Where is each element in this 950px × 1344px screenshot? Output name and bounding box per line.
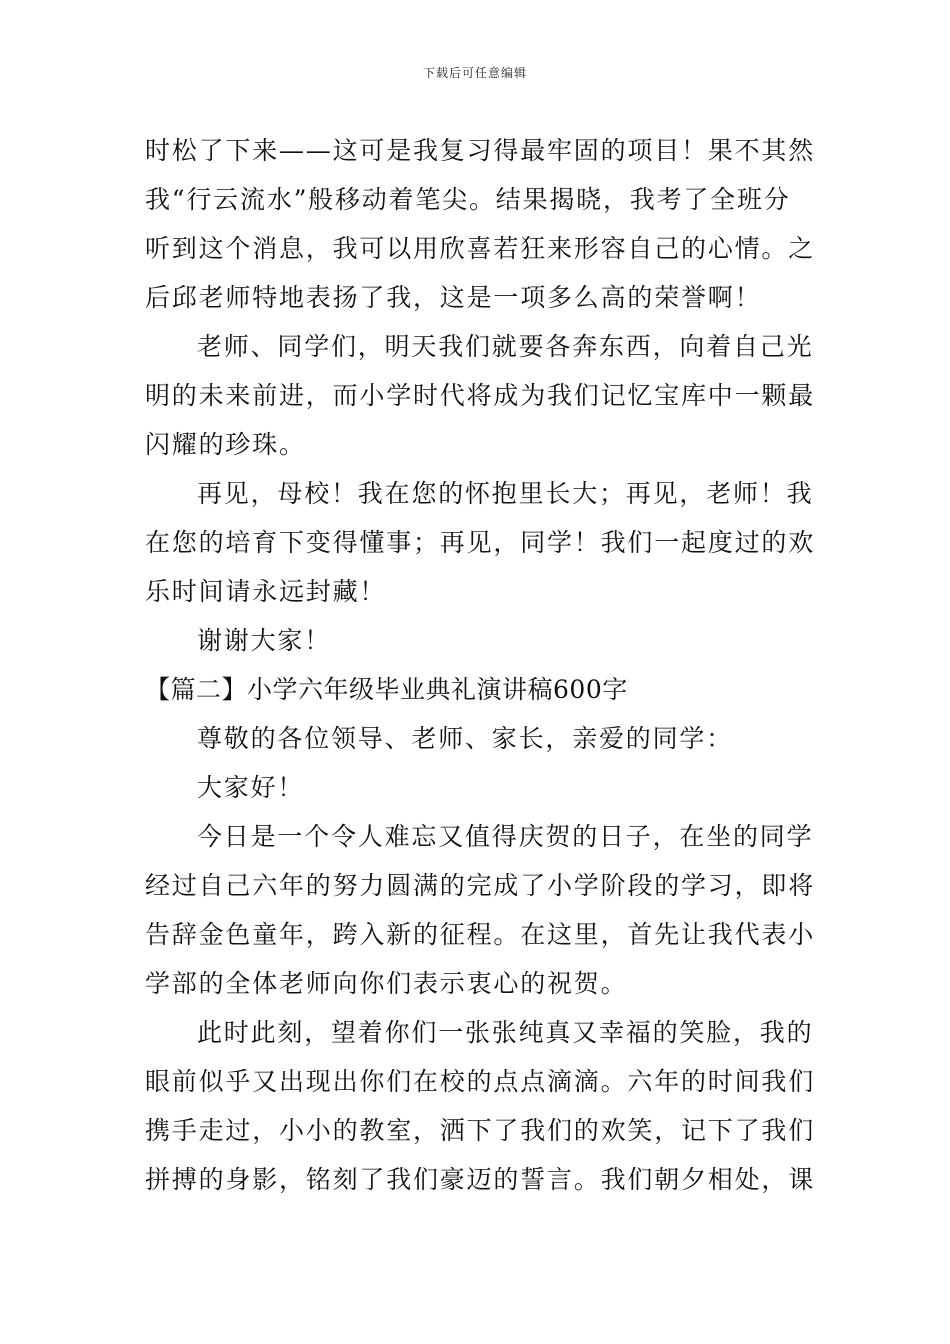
text-line: 大家好！ bbox=[197, 773, 305, 802]
text-line: 经过自己六年的努力圆满的完成了小学阶段的学习，即将 bbox=[145, 871, 816, 900]
text-line: 学部的全体老师向你们表示衷心的祝贺。 bbox=[145, 969, 628, 998]
text-line: 此时此刻，望着你们一张张纯真又幸福的笑脸，我的 bbox=[197, 1018, 814, 1047]
text-line: 今日是一个令人难忘又值得庆贺的日子，在坐的同学 bbox=[197, 822, 814, 851]
text-line: 谢谢大家！ bbox=[197, 626, 332, 655]
text-line: 再见，母校！我在您的怀抱里长大；再见，老师！我 bbox=[197, 479, 814, 508]
text-line: 我“行云流水”般移动着笔尖。结果揭晓，我考了全班分 bbox=[145, 185, 791, 214]
text-line: 老师、同学们，明天我们就要各奔东西，向着自己光 bbox=[197, 332, 814, 361]
text-line: 拼搏的身影，铭刻了我们豪迈的誓言。我们朝夕相处，课 bbox=[145, 1165, 816, 1194]
text-line: 尊敬的各位领导、老师、家长，亲爱的同学： bbox=[197, 724, 734, 753]
text-line: 明的未来前进，而小学时代将成为我们记忆宝库中一颗最 bbox=[145, 381, 816, 410]
text-line: 告辞金色童年，跨入新的征程。在这里，首先让我代表小 bbox=[145, 920, 816, 949]
text-line: 携手走过，小小的教室，洒下了我们的欢笑，记下了我们 bbox=[145, 1116, 816, 1145]
text-line: 在您的培育下变得懂事；再见，同学！我们一起度过的欢 bbox=[145, 528, 816, 557]
page-header: 下载后可任意编辑 bbox=[422, 66, 527, 80]
text-line: 时松了下来——这可是我复习得最牢固的项目！果不其然 bbox=[145, 136, 816, 165]
text-line: 眼前似乎又出现出你们在校的点点滴滴。六年的时间我们 bbox=[145, 1067, 816, 1096]
section-heading: 【篇二】小学六年级毕业典礼演讲稿600字 bbox=[145, 675, 628, 704]
text-line: 听到这个消息，我可以用欣喜若狂来形容自己的心情。之 bbox=[145, 234, 816, 263]
text-line: 闪耀的珍珠。 bbox=[145, 430, 306, 459]
text-line: 后邱老师特地表扬了我，这是一项多么高的荣誉啊！ bbox=[145, 283, 762, 312]
document-body bbox=[145, 126, 816, 1204]
text-line: 乐时间请永远封藏！ bbox=[145, 577, 387, 606]
